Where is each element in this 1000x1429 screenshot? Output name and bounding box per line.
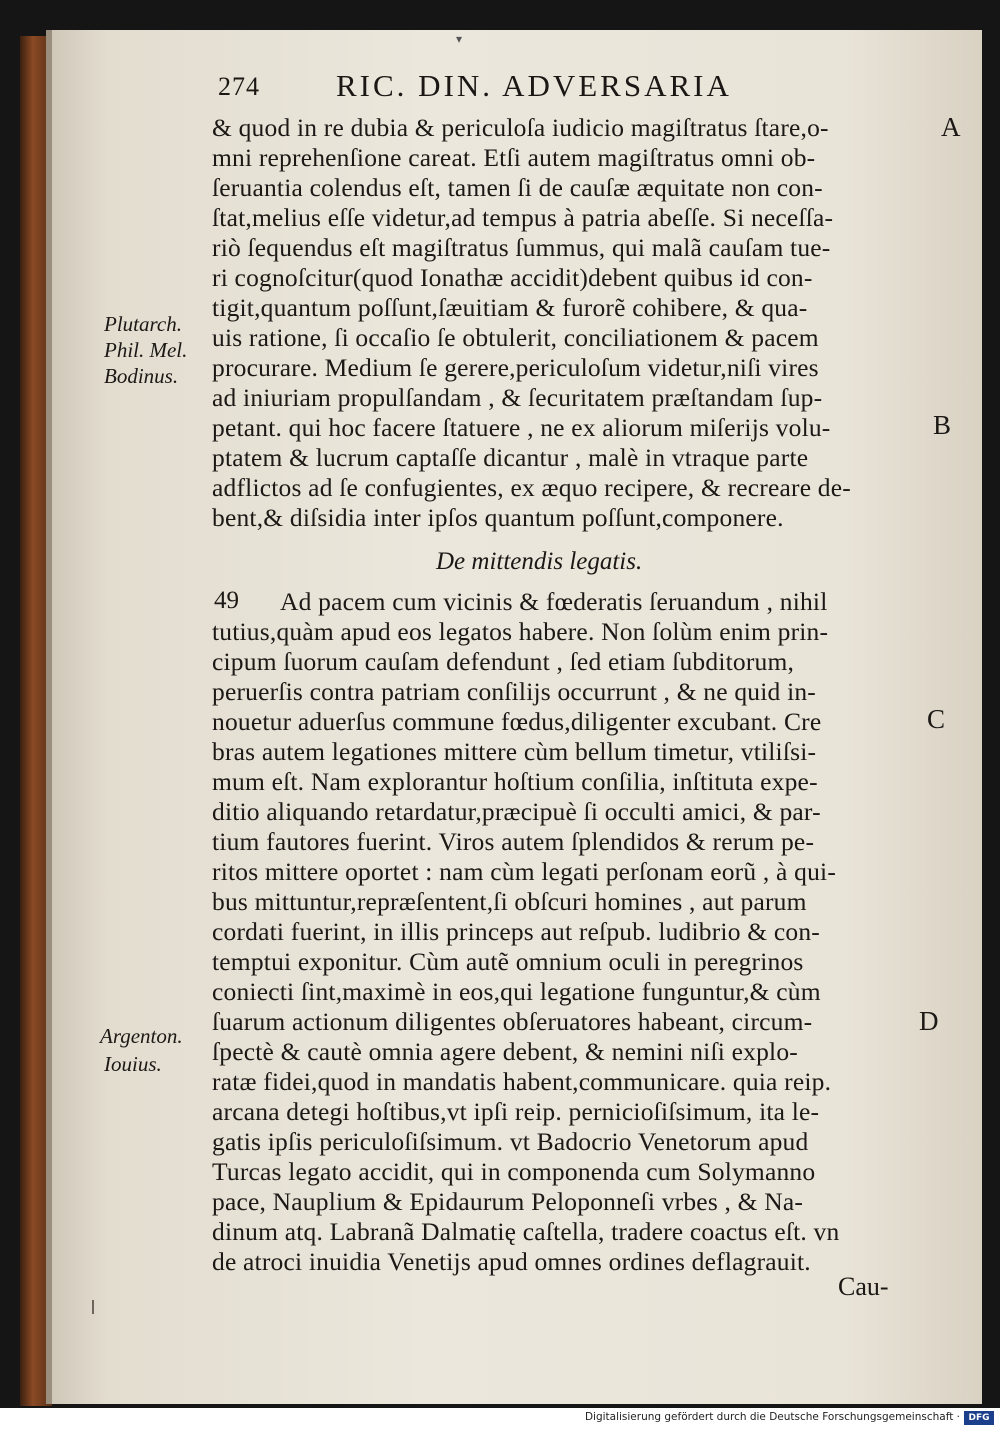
gutter-mark: ▾ (456, 32, 463, 46)
dfg-logo: DFG (964, 1411, 994, 1425)
text-line: coniecti ſint,maximè in eos,qui legatione funguntur,& cùm (212, 977, 821, 1006)
text-line: temptui exponitur. Cùm autẽ omnium oculi in peregrinos (212, 947, 804, 976)
text-line: ri cognoſcitur(quod Ionathæ accidit)debent quibus id con- (212, 263, 813, 292)
text-line: mum eſt. Nam explorantur hoſtium conſilia, inſtituta expe- (212, 767, 818, 796)
margin-mark (92, 1300, 94, 1314)
text-line: bras autem legationes mittere cùm bellum timetur, vtiliſsi- (212, 737, 817, 766)
text-line: petant. qui hoc facere ſtatuere , ne ex aliorum miſerijs volu- (212, 413, 831, 442)
marginal-note: Iouius. (104, 1052, 162, 1076)
text-line: & quod in re dubia & periculoſa iudicio magiſtratus ſtare,o- (212, 113, 829, 142)
text-line: ſtat,melius eſſe videtur,ad tempus à patria abeſſe. Si neceſſa- (212, 203, 834, 232)
text-line: procurare. Medium ſe gerere,periculoſum videtur,niſi vires (212, 353, 819, 382)
text-line: tium fautores fuerint. Viros autem ſplendidos & rerum pe- (212, 827, 815, 856)
text-line: ptatem & lucrum captaſſe dicantur , malè in vtraque parte (212, 443, 809, 472)
catchword: Cau- (838, 1272, 889, 1301)
marginal-note: Bodinus. (104, 364, 179, 388)
section-heading: De mittendis legatis. (436, 548, 643, 575)
text-line: tigit,quantum poſſunt,ſæuitiam & furorẽ cohibere, & qua- (212, 293, 808, 322)
text-line: cordati fuerint, in illis princeps aut reſpub. ludibrio & con- (212, 917, 820, 946)
section-marker-b: B (933, 410, 952, 440)
text-line: arcana detegi hoſtibus,vt ipſi reip. pernicioſiſsimum, ita le- (212, 1097, 820, 1126)
paragraph-number: 49 (214, 587, 239, 614)
text-line: ſeruantia colendus eſt, tamen ſi de cauſæ æquitate non con- (212, 173, 823, 202)
text-line: peruerſis contra patriam conſilijs occurrunt , & ne quid in- (212, 677, 816, 706)
text-line: ſuarum actionum diligentes obſeruatores habeant, circum- (212, 1007, 813, 1036)
text-line: uis ratione, ſi occaſio ſe obtulerit, conciliationem & pacem (212, 323, 819, 352)
text-line: cipum ſuorum cauſam defendunt , ſed etiam ſubditorum, (212, 647, 795, 676)
text-line: dinum atq. Labranã Dalmatię caſtella, tradere coactus eſt. vn (212, 1217, 840, 1246)
text-line: ad iniuriam propulſandam , & ſecuritatem præſtandam ſup- (212, 383, 823, 412)
marginal-note: Plutarch. (104, 312, 182, 336)
text-line: ratæ fidei,quod in mandatis habent,communicare. quia reip. (212, 1067, 832, 1096)
text-line: bent,& diſsidia inter ipſos quantum poſſunt,componere. (212, 503, 784, 532)
text-line: Ad pacem cum vicinis & fœderatis ſeruandum , nihil (280, 587, 828, 616)
section-marker-c: C (927, 704, 946, 734)
running-title: RIC. DIN. ADVERSARIA (336, 68, 732, 103)
section-marker-d: D (919, 1006, 939, 1036)
text-line: riò ſequendus eſt magiſtratus ſummus, qui malã cauſam tue- (212, 233, 831, 262)
text-line: tutius,quàm apud eos legatos habere. Non ſolùm enim prin- (212, 617, 829, 646)
text-line: adflictos ad ſe confugientes, ex æquo recipere, & recreare de- (212, 473, 851, 502)
text-line: ritos mittere oportet : nam cùm legati perſonam eorũ , à qui- (212, 857, 837, 886)
text-line: mni reprehenſione careat. Etſi autem magiſtratus omni ob- (212, 143, 816, 172)
text-line: gatis ipſis periculoſiſsimum. vt Badocrio Venetorum apud (212, 1127, 809, 1156)
page-number: 274 (218, 72, 260, 101)
running-head (218, 68, 838, 108)
marginal-note: Phil. Mel. (104, 338, 188, 362)
text-line: ſpectè & cautè omnia agere debent, & nemini niſi explo- (212, 1037, 798, 1066)
text-line: bus mittuntur,repræſentent,ſi obſcuri homines , aut parum (212, 887, 807, 916)
footer-bar (0, 1408, 1000, 1429)
text-line: nouetur aduerſus commune fœdus,diligenter excubant. Cre (212, 707, 822, 736)
section-marker-a: A (941, 112, 961, 142)
text-line: ditio aliquando retardatur,præcipuè ſi occulti amici, & par- (212, 797, 821, 826)
text-line: de atroci inuidia Venetijs apud omnes ordines deflagrauit. (212, 1247, 811, 1276)
marginal-note: Argenton. (100, 1024, 183, 1048)
funding-credit: Digitalisierung gefördert durch die Deutsche Forschungsgemeinschaft · (584, 1411, 960, 1423)
text-line: Turcas legato accidit, qui in componenda cum Solymanno (212, 1157, 816, 1186)
text-line: pace, Nauplium & Epidaurum Peloponneſi vrbes , & Na- (212, 1187, 804, 1216)
